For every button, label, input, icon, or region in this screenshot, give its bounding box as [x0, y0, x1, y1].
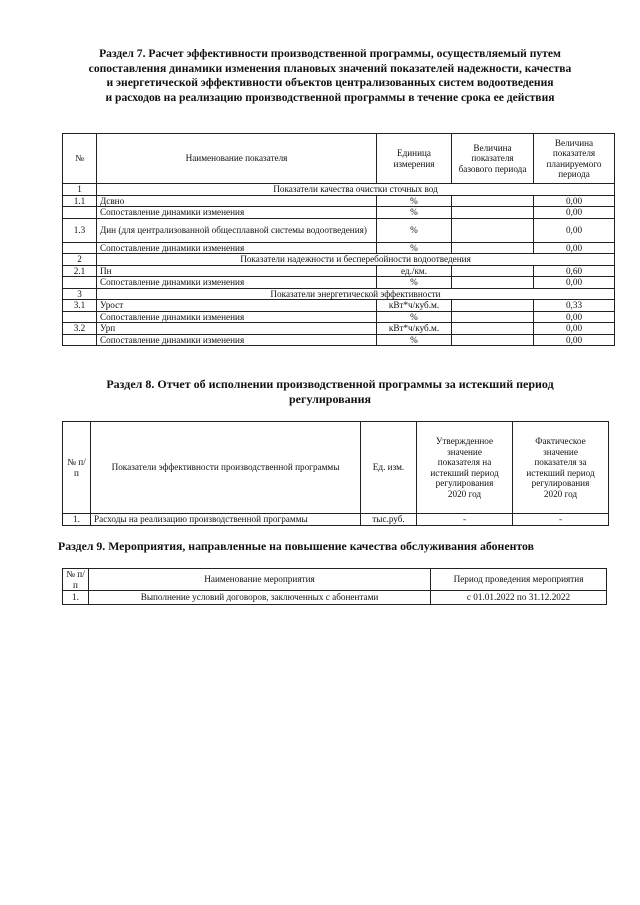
row-name: Сопоставление динамики изменения: [97, 277, 377, 289]
row-base-value: [452, 311, 534, 323]
row-num: 1.3: [63, 218, 97, 242]
row-num: 1.1: [63, 195, 97, 207]
section8-title: Раздел 8. Отчет об исполнении производственной программы за истекший период регулирования: [106, 377, 554, 406]
table-row: [63, 242, 615, 254]
table-section-row: [63, 184, 615, 196]
row-base-value: [452, 323, 534, 335]
row-num: [63, 242, 97, 254]
table-row: [63, 277, 615, 289]
table-row: [63, 591, 607, 605]
header-name: Наименование показателя: [97, 134, 377, 184]
row-base-value: [452, 207, 534, 219]
s9-row-name: Выполнение условий договоров, заключенных с абонентами: [89, 591, 431, 605]
s8-row-num: 1.: [63, 514, 91, 526]
table-row: [63, 311, 615, 323]
s9-row-period: с 01.01.2022 по 31.12.2022: [431, 591, 607, 605]
s8-header-actual: Фактическое значение показателя за истекший период регулирования 2020 год: [513, 422, 609, 514]
row-unit: %: [377, 218, 452, 242]
row-name: Сопоставление динамики изменения: [97, 207, 377, 219]
row-name: Сопоставление динамики изменения: [97, 334, 377, 346]
row-base-value: [452, 277, 534, 289]
row-num: 2: [63, 254, 97, 266]
section7-title: Раздел 7. Расчет эффективности производственной программы, осуществляемый путем сопоставления динамики изменения плановых значений показателей надежности, качества и энергетической эффективности объектов централизованных систем водоотведения и расходов на реализацию производственной программы в течение срока ее действия: [88, 47, 572, 104]
table-row: [63, 207, 615, 219]
row-planned-value: 0,00: [534, 242, 615, 254]
header-base: Величина показателя базового периода: [452, 134, 534, 184]
table-row: [63, 195, 615, 207]
s8-row-unit: тыс.руб.: [361, 514, 417, 526]
row-num: [63, 277, 97, 289]
header-planned: Величина показателя планируемого периода: [534, 134, 615, 184]
row-unit: ед./км.: [377, 265, 452, 277]
table-row: [63, 300, 615, 312]
row-planned-value: 0,00: [534, 218, 615, 242]
section8-table: [62, 421, 609, 526]
row-planned-value: 0,00: [534, 323, 615, 335]
row-planned-value: 0,00: [534, 334, 615, 346]
row-unit: %: [377, 195, 452, 207]
row-unit: кВт*ч/куб.м.: [377, 323, 452, 335]
row-planned-value: 0,00: [534, 311, 615, 323]
section8-header-row: [63, 422, 609, 514]
row-num: 3: [63, 288, 97, 300]
row-name: Сопоставление динамики изменения: [97, 311, 377, 323]
row-name: Урост: [97, 300, 377, 312]
row-name: Сопоставление динамики изменения: [97, 242, 377, 254]
section7-body: [63, 184, 615, 346]
section9-title: Раздел 9. Мероприятия, направленные на повышение качества обслуживания абонентов: [58, 539, 534, 553]
s8-header-name: Показатели эффективности производственной программы: [91, 422, 361, 514]
s8-header-unit: Ед. изм.: [361, 422, 417, 514]
s9-header-period: Период проведения мероприятия: [431, 569, 607, 591]
row-planned-value: 0,00: [534, 195, 615, 207]
row-planned-value: 0,00: [534, 207, 615, 219]
row-base-value: [452, 218, 534, 242]
section-heading: Показатели качества очистки сточных вод: [97, 184, 615, 196]
table-row: [63, 334, 615, 346]
row-num: [63, 207, 97, 219]
s8-row-name: Расходы на реализацию производственной программы: [91, 514, 361, 526]
row-base-value: [452, 300, 534, 312]
header-num: №: [63, 134, 97, 184]
s8-header-approved: Утвержденное значение показателя на истекший период регулирования 2020 год: [417, 422, 513, 514]
row-num: 1: [63, 184, 97, 196]
row-name: Урп: [97, 323, 377, 335]
row-num: [63, 311, 97, 323]
table-section-row: [63, 288, 615, 300]
row-name: Дсвно: [97, 195, 377, 207]
section7-header-row: [63, 134, 615, 184]
row-planned-value: 0,00: [534, 277, 615, 289]
row-unit: %: [377, 207, 452, 219]
table-row: [63, 265, 615, 277]
row-num: [63, 334, 97, 346]
section-heading: Показатели энергетической эффективности: [97, 288, 615, 300]
row-num: 3.1: [63, 300, 97, 312]
table-row: [63, 218, 615, 242]
table-section-row: [63, 254, 615, 266]
s9-row-num: 1.: [63, 591, 89, 605]
row-unit: %: [377, 242, 452, 254]
section-heading: Показатели надежности и бесперебойности водоотведения: [97, 254, 615, 266]
row-planned-value: 0,60: [534, 265, 615, 277]
s9-header-name: Наименование мероприятия: [89, 569, 431, 591]
section9-header-row: [63, 569, 607, 591]
row-name: Пн: [97, 265, 377, 277]
section9-table: [62, 568, 607, 605]
table-row: [63, 514, 609, 526]
header-unit: Единица измерения: [377, 134, 452, 184]
row-base-value: [452, 195, 534, 207]
section7-table: [62, 133, 615, 346]
row-unit: %: [377, 277, 452, 289]
row-base-value: [452, 242, 534, 254]
row-base-value: [452, 334, 534, 346]
row-num: 2.1: [63, 265, 97, 277]
row-unit: %: [377, 334, 452, 346]
row-base-value: [452, 265, 534, 277]
row-num: 3.2: [63, 323, 97, 335]
s8-row-actual: -: [513, 514, 609, 526]
s8-row-approved: -: [417, 514, 513, 526]
row-name: Дин (для централизованной общесплавной системы водоотведения): [97, 218, 377, 242]
s9-header-num: № п/п: [63, 569, 89, 591]
row-planned-value: 0,33: [534, 300, 615, 312]
row-unit: кВт*ч/куб.м.: [377, 300, 452, 312]
row-unit: %: [377, 311, 452, 323]
s8-header-num: № п/п: [63, 422, 91, 514]
table-row: [63, 323, 615, 335]
